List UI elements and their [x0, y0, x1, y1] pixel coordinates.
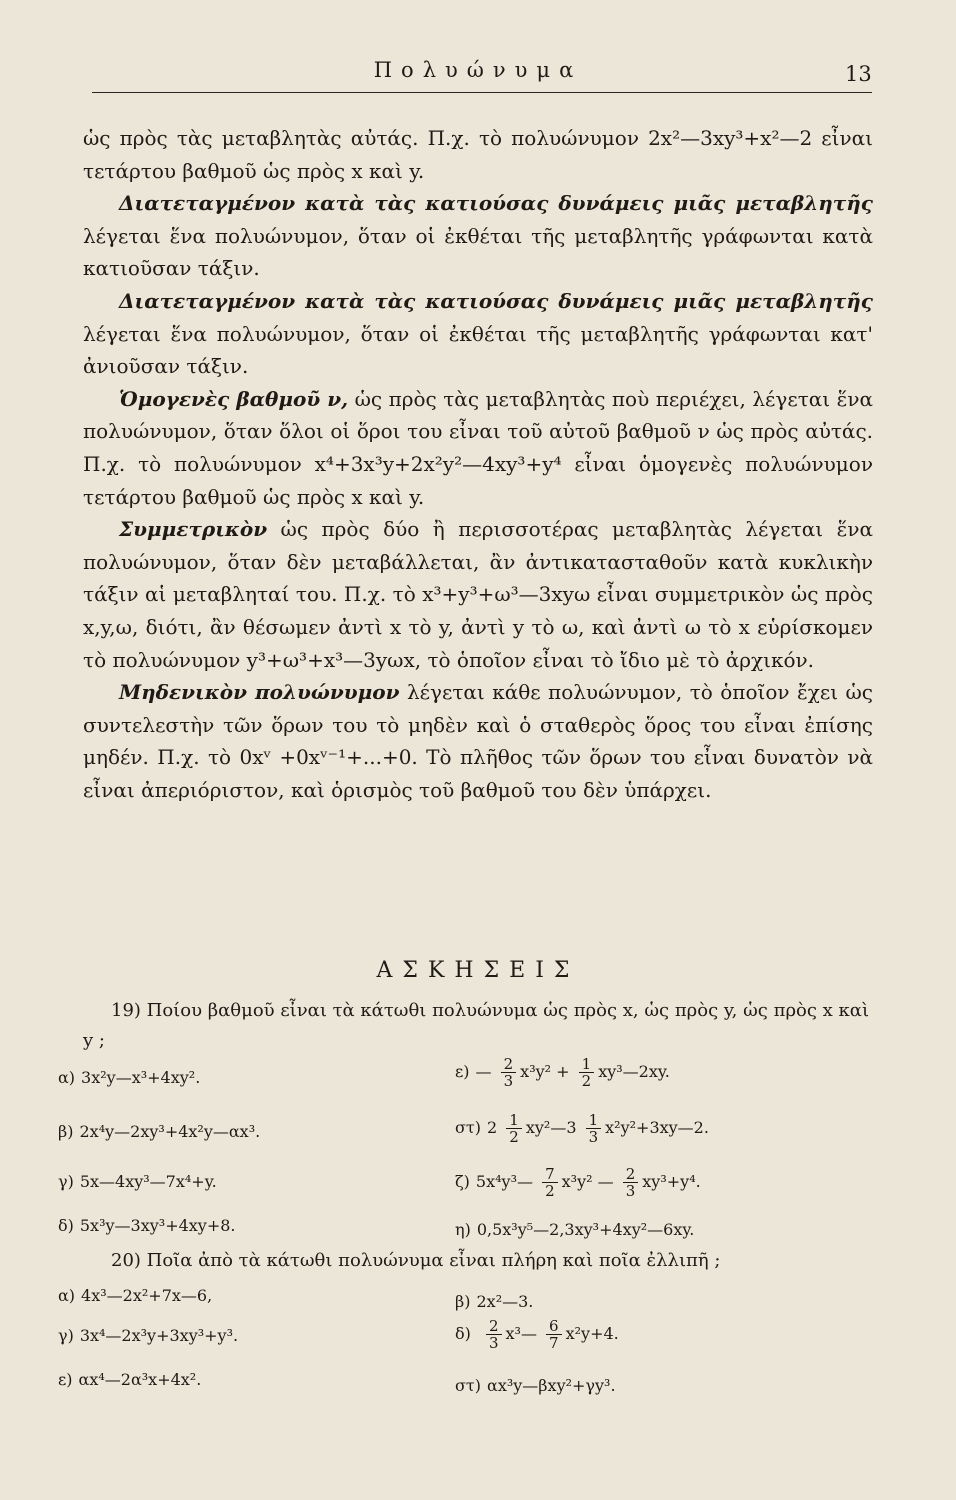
- item-label: α): [58, 1286, 76, 1305]
- denominator: 7: [549, 1334, 559, 1352]
- fraction: [506, 1112, 522, 1145]
- page-number: 13: [845, 62, 872, 86]
- paragraph: [83, 676, 873, 806]
- item-expression: 3x²y—x³+4xy².: [81, 1068, 201, 1087]
- exercise-19-e: [455, 1056, 670, 1089]
- exercise-20-st: [455, 1376, 616, 1395]
- fraction: [546, 1318, 562, 1351]
- item-expression: 2x²—3.: [476, 1292, 534, 1311]
- item-label: δ): [455, 1324, 471, 1343]
- numerator: 1: [586, 1112, 602, 1129]
- item-prefix: 5x⁴y³—: [475, 1172, 533, 1191]
- numerator: 2: [623, 1166, 639, 1183]
- paragraph: [83, 187, 873, 285]
- exercise-20-d: [455, 1318, 619, 1351]
- paragraph-text: λέγεται ἕνα πολυώνυμον, ὅταν οἱ ἐκθέται τῆς μεταβλητῆς γράφωνται κατὰ κατιοῦσαν τάξιν.: [83, 223, 873, 281]
- paragraph: [83, 383, 873, 513]
- fraction: [586, 1112, 602, 1145]
- paragraph: [83, 122, 873, 187]
- item-label: ε): [58, 1370, 73, 1389]
- item-expression: αx³y—βxy²+γy³.: [487, 1376, 616, 1395]
- item-label: ζ): [455, 1172, 470, 1191]
- numerator: 6: [546, 1318, 562, 1335]
- item-label: η): [455, 1220, 471, 1239]
- exercise-19-question: 19) Ποίου βαθμοῦ εἶναι τὰ κάτωθι πολυώνυμα ὡς πρὸς x, ὡς πρὸς y, ὡς πρὸς x καὶ y ;: [83, 1000, 869, 1051]
- item-term: xy²—3: [525, 1118, 577, 1137]
- fraction: [542, 1166, 558, 1199]
- exercise-20-e: [58, 1370, 201, 1389]
- exercise-20-c: [58, 1326, 238, 1345]
- item-term: x³—: [505, 1324, 537, 1343]
- body-text: [83, 122, 873, 806]
- item-expression: 4x³—2x²+7x—6,: [81, 1286, 213, 1305]
- numerator: 7: [542, 1166, 558, 1183]
- item-prefix: 2: [487, 1118, 498, 1137]
- item-term: xy³—2xy.: [598, 1062, 670, 1081]
- paragraph-text: λέγεται κάθε πολυώνυμον, τὸ ὁποῖον ἔχει ὡς συντελεστὴν τῶν ὅρων του τὸ μηδὲν καὶ ὁ σταθερὸς ὅρος του εἶναι ἐπίσης μηδέν. Π.χ. τὸ 0xᵛ +0xᵛ⁻¹+...+0. Τὸ πλῆθος τῶν ὅρων του εἶναι δυνατὸν νὰ εἶναι ἀπεριόριστον, καὶ ὁρισμὸς τοῦ βαθμοῦ του δὲν ὑπάρχει.: [83, 680, 873, 802]
- exercise-19-st: [455, 1112, 709, 1145]
- paragraph: [83, 513, 873, 676]
- paragraph-text: ὡς πρὸς τὰς μεταβλητὰς ποὺ περιέχει, λέγεται ἕνα πολυώνυμον, ὅταν ὅλοι οἱ ὅροι του εἶναι τοῦ αὐτοῦ βαθμοῦ ν ὡς πρὸς αὐτάς. Π.χ. τὸ πολυώνυμον x⁴+3x³y+2x²y²—4xy³+y⁴ εἶναι ὁμογενὲς πολυώνυμον τετάρτου βαθμοῦ ὡς πρὸς x καὶ y.: [83, 386, 873, 509]
- item-expression: 5x—4xy³—7x⁴+y.: [79, 1172, 217, 1191]
- exercise-19-a: [58, 1068, 200, 1087]
- item-term: x²y²+3xy—2.: [605, 1118, 709, 1137]
- item-label: γ): [58, 1172, 74, 1191]
- exercise-20-question: 20) Ποῖα ἀπὸ τὰ κάτωθι πολυώνυμα εἶναι πλήρη καὶ ποῖα ἐλλιπῆ ;: [111, 1250, 721, 1271]
- item-label: γ): [58, 1326, 74, 1345]
- item-term: xy³+y⁴.: [642, 1172, 701, 1191]
- item-label: στ): [455, 1118, 482, 1137]
- fraction: [501, 1056, 517, 1089]
- exercise-19-c: [58, 1172, 217, 1191]
- item-term: x²y+4.: [565, 1324, 619, 1343]
- item-term: x³y² +: [520, 1062, 570, 1081]
- numerator: 2: [486, 1318, 502, 1335]
- item-expression: 2x⁴y—2xy³+4x²y—αx³.: [79, 1122, 261, 1141]
- defined-term: Μηδενικὸν πολυώνυμον: [119, 680, 400, 705]
- fraction: [579, 1056, 595, 1089]
- fraction: [486, 1318, 502, 1351]
- running-header: Πολυώνυμα: [373, 58, 583, 82]
- item-expression: 5x³y—3xy³+4xy+8.: [79, 1216, 236, 1235]
- numerator: 1: [579, 1056, 595, 1073]
- paragraph-text: ὡς πρὸς δύο ἢ περισσοτέρας μεταβλητὰς λέγεται ἕνα πολυώνυμον, ὅταν δὲν μεταβάλλεται, ἂν ἀντικατασταθοῦν κατὰ κυκλικὴν τάξιν αἱ μεταβληταί του. Π.χ. τὸ x³+y³+ω³—3xyω εἶναι συμμετρικὸν ὡς πρὸς x,y,ω, διότι, ἂν θέσωμεν ἀντὶ x τὸ y, ἀντὶ y τὸ ω, καὶ ἀντὶ ω τὸ x εὑρίσκομεν τὸ πολυώνυμον y³+ω³+x³—3yωx, τὸ ὁποῖον εἶναι τὸ ἴδιο μὲ τὸ ἀρχικόν.: [83, 517, 873, 672]
- exercise-19-z: [455, 1166, 701, 1199]
- exercise-20-b: [455, 1292, 533, 1311]
- defined-term: Ὁμογενὲς βαθμοῦ ν,: [119, 386, 349, 411]
- item-label: δ): [58, 1216, 74, 1235]
- fraction: [623, 1166, 639, 1199]
- exercise-19-d: [58, 1216, 236, 1235]
- defined-term: Συμμετρικὸν: [119, 517, 268, 542]
- exercise-19-h: [455, 1220, 694, 1239]
- denominator: 2: [545, 1182, 555, 1200]
- exercise-20-a: [58, 1286, 212, 1305]
- item-label: α): [58, 1068, 76, 1087]
- denominator: 3: [588, 1128, 599, 1146]
- defined-term: Διατεταγμένον κατὰ τὰς κατιούσας δυνάμεις μιᾶς μεταβλητῆς: [119, 191, 873, 216]
- item-expression: 0,5x³y⁵—2,3xy³+4xy²—6xy.: [476, 1220, 695, 1239]
- item-term: x³y² —: [561, 1172, 614, 1191]
- item-label: β): [455, 1292, 471, 1311]
- denominator: 3: [488, 1334, 499, 1352]
- denominator: 2: [509, 1128, 519, 1146]
- item-expression: αx⁴—2α³x+4x².: [78, 1370, 202, 1389]
- numerator: 2: [501, 1056, 517, 1073]
- paragraph-text: ὡς πρὸς τὰς μεταβλητὰς αὐτάς. Π.χ. τὸ πολυώνυμον 2x²—3xy³+x²—2 εἶναι τετάρτου βαθμοῦ ὡς πρὸς x καὶ y.: [83, 126, 873, 183]
- paragraph-text: λέγεται ἕνα πολυώνυμον, ὅταν οἱ ἐκθέται τῆς μεταβλητῆς γράφωνται κατ' ἀνιοῦσαν τάξιν.: [83, 321, 873, 379]
- item-prefix: —: [475, 1062, 492, 1081]
- paragraph: [83, 285, 873, 383]
- exercises-heading: ΑΣΚΗΣΕΙΣ: [376, 958, 580, 983]
- numerator: 1: [506, 1112, 522, 1129]
- defined-term: Διατεταγμένον κατὰ τὰς κατιούσας δυνάμεις μιᾶς μεταβλητῆς: [119, 288, 873, 313]
- denominator: 3: [503, 1072, 514, 1090]
- item-expression: 3x⁴—2x³y+3xy³+y³.: [79, 1326, 239, 1345]
- exercise-19-b: [58, 1122, 260, 1141]
- denominator: 3: [625, 1182, 636, 1200]
- header-rule: [92, 92, 872, 93]
- item-label: β): [58, 1122, 74, 1141]
- item-label: στ): [455, 1376, 482, 1395]
- item-label: ε): [455, 1062, 470, 1081]
- denominator: 2: [581, 1072, 592, 1090]
